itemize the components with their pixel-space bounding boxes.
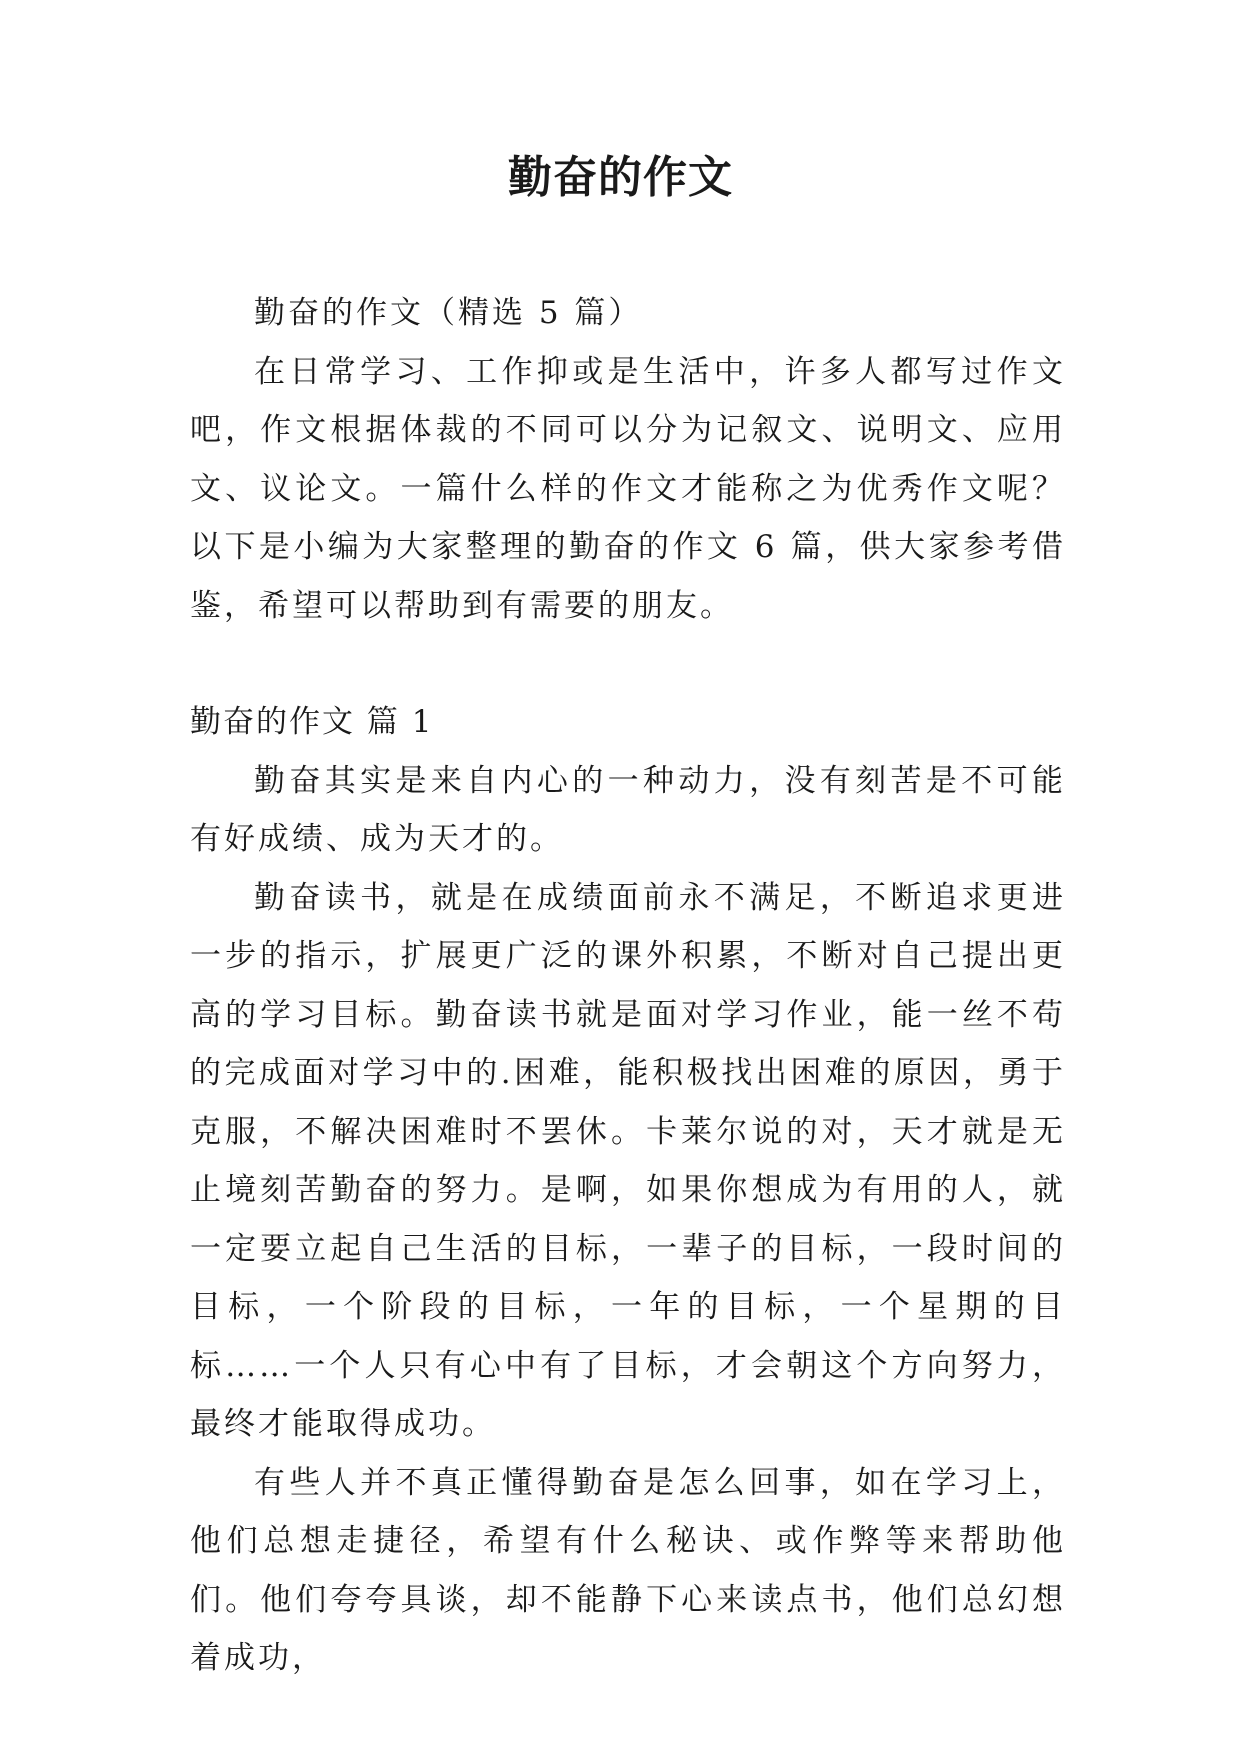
document-subtitle: 勤奋的作文（精选 5 篇） [254, 295, 643, 331]
body-paragraph: 勤奋其实是来自内心的一种动力，没有刻苦是不可能有好成绩、成为天才的。 [190, 762, 1066, 857]
section-spacer [190, 635, 1066, 693]
document-body [190, 284, 1066, 1688]
document-title: 勤奋的作文 [508, 152, 733, 203]
intro-paragraph: 在日常学习、工作抑或是生活中，许多人都写过作文吧，作文根据体裁的不同可以分为记叙文、说明文、应用文、议论文。一篇什么样的作文才能称之为优秀作文呢？以下是小编为大家整理的勤奋的作文 6 篇，供大家参考借鉴，希望可以帮助到有需要的朋友。 [190, 353, 1066, 624]
body-paragraph: 勤奋读书，就是在成绩面前永不满足，不断追求更进一步的指示，扩展更广泛的课外积累，不断对自己提出更高的学习目标。勤奋读书就是面对学习作业，能一丝不苟的完成面对学习中的.困难，能积极找出困难的原因，勇于克服，不解决困难时不罢休。卡莱尔说的对，天才就是无止境刻苦勤奋的努力。是啊，如果你想成为有用的人，就一定要立起自己生活的目标，一辈子的目标，一段时间的目标，一个阶段的目标，一年的目标，一个星期的目标……一个人只有心中有了目标，才会朝这个方向努力，最终才能取得成功。 [190, 879, 1066, 1442]
body-paragraph: 有些人并不真正懂得勤奋是怎么回事，如在学习上，他们总想走捷径，希望有什么秘诀、或作弊等来帮助他们。他们夸夸具谈，却不能静下心来读点书，他们总幻想着成功， [190, 1464, 1066, 1676]
section-heading: 勤奋的作文 篇 1 [190, 704, 434, 740]
